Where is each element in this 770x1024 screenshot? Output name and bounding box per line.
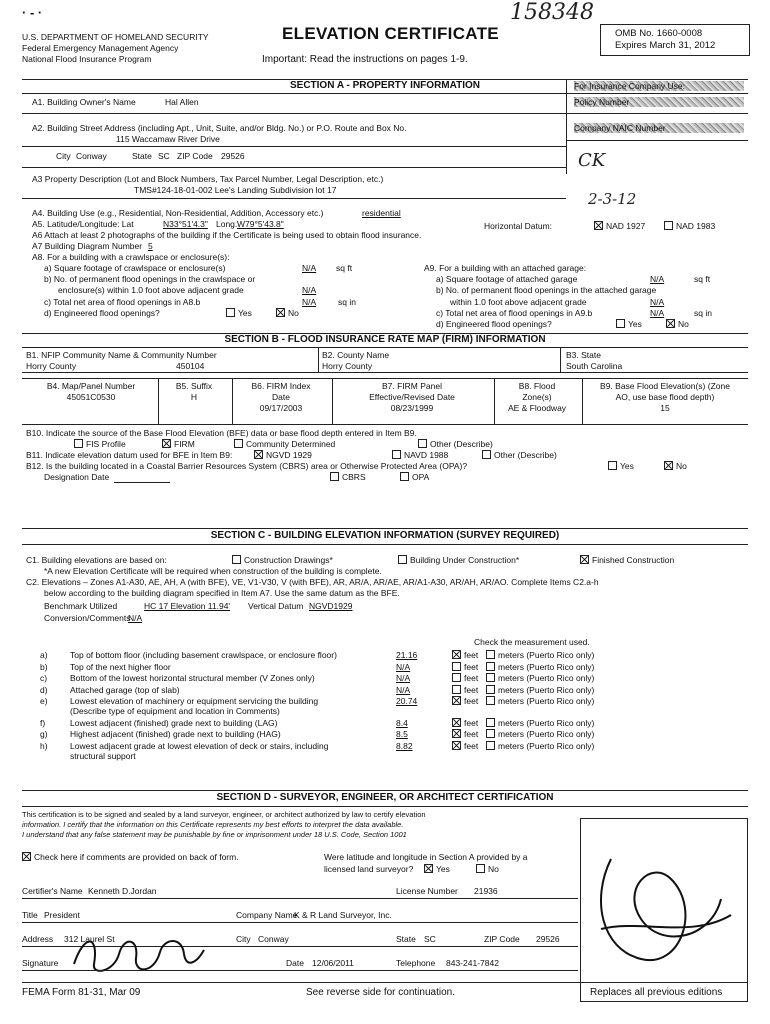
cbrs-option[interactable] xyxy=(330,472,366,482)
a5-long-label: Long. xyxy=(216,219,238,229)
b7-value: 08/23/1999 xyxy=(390,403,434,413)
a9c-unit: sq in xyxy=(694,308,712,318)
zip-label: ZIP Code xyxy=(177,151,213,161)
feet-checkbox[interactable] xyxy=(452,650,461,659)
elevation-row-letter: e) xyxy=(40,696,48,706)
elevation-row-letter: b) xyxy=(40,661,48,672)
finished-option[interactable] xyxy=(580,555,674,565)
cert-paragraph-1: This certification is to be signed and sealed by a land surveyor, engineer, or architect authorized by law to certify elevation xyxy=(22,810,426,819)
a8c-value: N/A xyxy=(302,297,317,307)
b10-other-checkbox[interactable] xyxy=(418,439,427,448)
elevation-row-label: Attached garage (top of slab) xyxy=(70,684,180,695)
latlong-question-2: licensed land surveyor? xyxy=(324,864,414,874)
opa-checkbox[interactable] xyxy=(400,472,409,481)
cert-paragraph-2: information. I certify that the information on this Certificate represents my best efforts to interpret the data available. xyxy=(22,820,404,829)
meters-checkbox[interactable] xyxy=(486,673,495,682)
benchmark-label: Benchmark Utilized xyxy=(44,601,118,611)
b6-label-1: B6. FIRM Index xyxy=(251,381,311,391)
feet-option[interactable] xyxy=(452,650,478,660)
comments-check-label: Check here if comments are provided on back of form. xyxy=(34,852,239,862)
construction-drawings-checkbox[interactable] xyxy=(232,555,241,564)
a9b-label: b) No. of permanent flood openings in the attached garage xyxy=(436,285,657,295)
a4-value: residential xyxy=(362,208,401,218)
form-title: ELEVATION CERTIFICATE xyxy=(282,24,499,43)
meters-label: meters (Puerto Rico only) xyxy=(498,717,595,728)
d-zip-value: 29526 xyxy=(536,934,560,944)
a9c-value: N/A xyxy=(650,308,665,318)
elevation-row-label: Top of the next higher floor xyxy=(70,661,171,672)
feet-label: feet xyxy=(464,673,479,683)
b8-value: AE & Floodway xyxy=(507,403,567,413)
b10-other-option[interactable] xyxy=(418,439,493,449)
policy-number-label: Policy Number xyxy=(574,97,744,107)
elevation-row-label-2: (Describe type of equipment and location in Comments) xyxy=(70,706,280,716)
a8b-label: b) No. of permanent flood openings in the crawlspace or xyxy=(44,274,256,284)
vertical-datum-label: Vertical Datum xyxy=(248,601,304,611)
feet-label: feet xyxy=(464,650,479,660)
vertical-datum-value: NGVD1929 xyxy=(309,601,353,611)
d-city-label: City xyxy=(236,934,251,944)
footer-reverse: See reverse side for continuation. xyxy=(306,987,455,998)
a8c-unit: sq in xyxy=(338,297,356,307)
a9d-yes[interactable] xyxy=(616,319,642,329)
navd-option[interactable] xyxy=(392,450,448,460)
elevation-row-letter: f) xyxy=(40,717,46,728)
meters-checkbox[interactable] xyxy=(486,685,495,694)
fis-label: FIS Profile xyxy=(86,439,126,449)
a9b-label-2: within 1.0 foot above adjacent grade xyxy=(450,297,587,307)
a8d-yes[interactable] xyxy=(226,308,252,318)
latlong-no-label: No xyxy=(488,864,499,874)
elevation-row-value: 20.74 xyxy=(396,696,418,706)
elevation-row-letter: c) xyxy=(40,673,48,683)
state-label: State xyxy=(132,151,152,161)
comments-check-option[interactable] xyxy=(22,852,239,862)
elevation-row-label: Lowest adjacent grade at lowest elevation of deck or stairs, including xyxy=(70,740,329,751)
meters-option[interactable] xyxy=(486,741,594,751)
handwritten-id: 158348 xyxy=(510,0,594,25)
a3-label: A3 Property Description (Lot and Block Numbers, Tax Parcel Number, Legal Description, etc.) xyxy=(32,174,384,184)
under-construction-option[interactable] xyxy=(398,555,519,565)
a5-label: A5. Latitude/Longitude: Lat xyxy=(32,219,134,229)
under-construction-checkbox[interactable] xyxy=(398,555,407,564)
company-value: K & R Land Surveyor, Inc. xyxy=(294,910,392,920)
finished-label: Finished Construction xyxy=(592,555,675,565)
d-city-value: Conway xyxy=(258,934,289,944)
feet-option[interactable] xyxy=(452,718,478,728)
feet-label: feet xyxy=(464,696,479,706)
feet-checkbox[interactable] xyxy=(452,718,461,727)
latlong-no[interactable] xyxy=(476,864,499,874)
a9d-no[interactable] xyxy=(666,319,689,329)
meters-label: meters (Puerto Rico only) xyxy=(498,661,595,672)
a2-address: 115 Waccamaw River Drive xyxy=(116,134,220,144)
a9d-no-label: No xyxy=(678,319,689,329)
firm-label: FIRM xyxy=(174,439,195,449)
handwritten-signature xyxy=(64,924,214,980)
ngvd-option[interactable] xyxy=(254,450,312,460)
b12-no-checkbox[interactable] xyxy=(664,461,673,470)
nad1927-checkbox[interactable] xyxy=(594,221,603,230)
b1-label: B1. NFIP Community Name & Community Number xyxy=(26,350,217,360)
state-value: SC xyxy=(158,151,170,161)
b3-value: South Carolina xyxy=(566,361,623,371)
b8-label-2: Zone(s) xyxy=(522,392,552,402)
firm-checkbox[interactable] xyxy=(162,439,171,448)
designation-date-label: Designation Date xyxy=(44,472,110,482)
a2-label: A2. Building Street Address (including Apt., Unit, Suite, and/or Bldg. No.) or P.O. Route and Box No. xyxy=(32,123,407,133)
section-b-title: SECTION B - FLOOD INSURANCE RATE MAP (FIRM) INFORMATION xyxy=(224,334,546,345)
meters-label: meters (Puerto Rico only) xyxy=(498,740,595,751)
a9a-unit: sq ft xyxy=(694,274,711,284)
a8d-no-checkbox[interactable] xyxy=(276,308,285,317)
footer-form: FEMA Form 81-31, Mar 09 xyxy=(22,987,141,998)
b2-label: B2. County Name xyxy=(322,350,390,360)
address-label: Address xyxy=(22,934,54,944)
b8-label-1: B8. Flood xyxy=(518,381,556,391)
meters-option[interactable] xyxy=(486,650,594,660)
elevation-row-letter: h) xyxy=(40,740,48,751)
certifier-value: Kenneth D.Jordan xyxy=(88,886,157,896)
a1-label: A1. Building Owner's Name xyxy=(32,97,136,107)
feet-label: feet xyxy=(464,661,479,672)
b1-number: 450104 xyxy=(176,361,205,371)
a9a-label: a) Square footage of attached garage xyxy=(436,274,578,284)
navd-label: NAVD 1988 xyxy=(404,450,449,460)
elevation-row-label: Highest adjacent (finished) grade next to building (HAG) xyxy=(70,729,281,739)
conversion-value: N/A xyxy=(128,613,143,623)
a8d-yes-checkbox[interactable] xyxy=(226,308,235,317)
nad1927-option[interactable] xyxy=(594,221,645,231)
b5-value: H xyxy=(190,392,198,402)
a8a-label: a) Square footage of crawlspace or enclosure(s) xyxy=(44,263,226,273)
c1-note: *A new Elevation Certificate will be required when construction of the building is complete. xyxy=(44,566,382,576)
cbrs-checkbox[interactable] xyxy=(330,472,339,481)
fis-option[interactable] xyxy=(74,439,126,449)
meters-option[interactable] xyxy=(486,662,594,672)
nad1983-option[interactable] xyxy=(664,221,715,231)
insurance-use-label: For Insurance Company Use: xyxy=(574,81,744,91)
omb-number: OMB No. 1660-0008 xyxy=(615,28,703,39)
seal-box xyxy=(580,818,748,1002)
a8b-value: N/A xyxy=(302,285,317,295)
elevation-row-label: Lowest adjacent (finished) grade next to building (LAG) xyxy=(70,717,278,728)
feet-checkbox[interactable] xyxy=(452,662,461,671)
b9-value: 15 xyxy=(660,403,670,413)
nad1983-checkbox[interactable] xyxy=(664,221,673,230)
zip-value: 29526 xyxy=(221,151,245,161)
a1-owner: Hal Allen xyxy=(165,97,199,107)
b7-label-1: B7. FIRM Panel xyxy=(382,381,442,391)
feet-option[interactable] xyxy=(452,741,478,751)
latlong-yes[interactable] xyxy=(424,864,450,874)
feet-checkbox[interactable] xyxy=(452,685,461,694)
feet-option[interactable] xyxy=(452,696,478,706)
b11-other-label: Other (Describe) xyxy=(494,450,557,460)
feet-label: feet xyxy=(464,740,479,751)
b3-label: B3. State xyxy=(566,350,601,360)
agency-line-1: U.S. DEPARTMENT OF HOMELAND SECURITY xyxy=(22,32,209,42)
b12-no[interactable] xyxy=(664,461,687,471)
a9a-value: N/A xyxy=(650,274,665,284)
c2-line-1: C2. Elevations – Zones A1-A30, AE, AH, A (with BFE), VE, V1-V30, V (with BFE), AR, AR/A, AR/AE, AR/A1-A30, AR/AH, AR/AO. Complete Items C2.a-h xyxy=(26,577,599,587)
elevation-row-value: 21.16 xyxy=(396,650,418,660)
date-label: Date xyxy=(286,958,304,968)
meters-label: meters (Puerto Rico only) xyxy=(498,684,595,695)
a9c-label: c) Total net area of flood openings in A9.b xyxy=(436,308,593,318)
feet-option[interactable] xyxy=(452,662,478,672)
latlong-question-1: Were latitude and longitude in Section A provided by a xyxy=(324,852,528,862)
company-naic-label: Company NAIC Number xyxy=(574,123,744,133)
a8d-label: d) Engineered flood openings? xyxy=(44,308,160,318)
under-construction-label: Building Under Construction* xyxy=(410,555,520,565)
a7-label: A7 Building Diagram Number xyxy=(32,241,143,251)
important-note: Important: Read the instructions on pages 1-9. xyxy=(262,54,468,65)
d-state-label: State xyxy=(396,934,416,944)
a3-description: TMS#124-18-01-002 Lee's Landing Subdivision lot 17 xyxy=(134,185,337,195)
agency-line-2: Federal Emergency Management Agency xyxy=(22,43,179,53)
navd-checkbox[interactable] xyxy=(392,450,401,459)
telephone-label: Telephone xyxy=(396,958,436,968)
title-value: President xyxy=(44,910,80,920)
signature-seal-scribble xyxy=(581,819,747,1001)
cert-paragraph-3: I understand that any false statement may be punishable by fine or imprisonment under 18 U.S. Code, Section 1001 xyxy=(22,830,407,839)
a9d-no-checkbox[interactable] xyxy=(666,319,675,328)
a9d-label: d) Engineered flood openings? xyxy=(436,319,552,329)
latlong-yes-checkbox[interactable] xyxy=(424,864,433,873)
elevation-row-letter: d) xyxy=(40,684,48,695)
license-label: License Number xyxy=(396,886,458,896)
b12-yes-checkbox[interactable] xyxy=(608,461,617,470)
conversion-label: Conversion/Comments xyxy=(44,613,131,623)
feet-option[interactable] xyxy=(452,673,478,683)
meters-option[interactable] xyxy=(486,729,594,739)
license-value: 21936 xyxy=(474,886,498,896)
b12-no-label: No xyxy=(676,461,687,471)
city-value: Conway xyxy=(76,151,107,161)
b9-label-2: AO, use base flood depth) xyxy=(615,392,715,402)
meters-label: meters (Puerto Rico only) xyxy=(498,696,595,706)
a9b-value: N/A xyxy=(650,297,665,307)
latlong-no-checkbox[interactable] xyxy=(476,864,485,873)
a6-text: A6 Attach at least 2 photographs of the building if the Certificate is being used to obtain flood insurance. xyxy=(32,230,422,240)
elevation-row-value: 8.82 xyxy=(396,740,413,751)
b9-label-1: B9. Base Flood Elevation(s) (Zone xyxy=(600,381,730,391)
a9d-yes-label: Yes xyxy=(628,319,642,329)
elevation-row-value: 8.5 xyxy=(396,729,408,739)
meters-option[interactable] xyxy=(486,673,594,683)
meters-label: meters (Puerto Rico only) xyxy=(498,729,595,739)
elevation-row-label: Top of bottom floor (including basement crawlspace, or enclosure floor) xyxy=(70,650,337,660)
community-label: Community Determined xyxy=(246,439,336,449)
b12-text: B12. Is the building located in a Coastal Barrier Resources System (CBRS) area or Otherwise Protected Area (OPA)? xyxy=(26,461,468,471)
b5-label: B5. Suffix xyxy=(175,381,213,391)
b10-text: B10. Indicate the source of the Base Flood Elevation (BFE) data or base flood depth entered in Item B9. xyxy=(26,428,417,438)
meters-checkbox[interactable] xyxy=(486,662,495,671)
check-measurement-label: Check the measurement used. xyxy=(474,637,590,647)
b1-name: Horry County xyxy=(26,361,77,371)
a8a-unit: sq ft xyxy=(336,263,353,273)
feet-option[interactable] xyxy=(452,729,478,739)
a9-title: A9. For a building with an attached garage: xyxy=(424,263,587,273)
benchmark-value: HC 17 Elevation 11.94' xyxy=(144,601,231,611)
b11-other-option[interactable] xyxy=(482,450,557,460)
dash-marks: · - · xyxy=(22,5,43,20)
footer-replaces: Replaces all previous editions xyxy=(590,987,723,998)
a8d-yes-label: Yes xyxy=(238,308,252,318)
b7-label-2: Effective/Revised Date xyxy=(369,392,455,402)
elevation-row-value: N/A xyxy=(396,673,411,683)
b4-value: 45051C0530 xyxy=(66,392,116,402)
section-d-title: SECTION D - SURVEYOR, ENGINEER, OR ARCHITECT CERTIFICATION xyxy=(216,792,554,803)
firm-option[interactable] xyxy=(162,439,195,449)
a8d-no-label: No xyxy=(288,308,299,318)
handwritten-ck: CK xyxy=(578,150,606,171)
a9d-yes-checkbox[interactable] xyxy=(616,319,625,328)
meters-checkbox[interactable] xyxy=(486,718,495,727)
date-value: 12/06/2011 xyxy=(312,958,354,968)
elevation-row-letter: g) xyxy=(40,729,48,739)
b12-yes[interactable] xyxy=(608,461,634,471)
agency-line-3: National Flood Insurance Program xyxy=(22,54,152,64)
opa-option[interactable] xyxy=(400,472,429,482)
elevation-row-label: Lowest elevation of machinery or equipment servicing the building xyxy=(70,696,319,706)
horizontal-datum-label: Horizontal Datum: xyxy=(484,221,553,231)
feet-checkbox[interactable] xyxy=(452,729,461,738)
title-label: Title xyxy=(22,910,38,920)
a4-label: A4. Building Use (e.g., Residential, Non-Residential, Addition, Accessory etc.) xyxy=(32,208,324,218)
d-zip-label: ZIP Code xyxy=(484,934,520,944)
community-checkbox[interactable] xyxy=(234,439,243,448)
community-option[interactable] xyxy=(234,439,335,449)
opa-label: OPA xyxy=(412,472,430,482)
company-label: Company Name xyxy=(236,910,298,920)
latlong-yes-label: Yes xyxy=(436,864,450,874)
c1-text: C1. Building elevations are based on: xyxy=(26,555,167,565)
section-c-title: SECTION C - BUILDING ELEVATION INFORMATION (SURVEY REQUIRED) xyxy=(210,530,560,541)
elevation-row-letter: a) xyxy=(40,650,48,660)
elevation-row-value: N/A xyxy=(396,661,411,672)
ngvd-label: NGVD 1929 xyxy=(266,450,312,460)
meters-checkbox[interactable] xyxy=(486,696,495,705)
meters-checkbox[interactable] xyxy=(486,741,495,750)
a7-value: 5 xyxy=(148,241,153,251)
feet-checkbox[interactable] xyxy=(452,673,461,682)
certifier-label: Certifier's Name xyxy=(22,886,83,896)
b11-text: B11. Indicate elevation datum used for BFE in Item B9: xyxy=(26,450,233,460)
b2-value: Horry County xyxy=(322,361,373,371)
signature-label: Signature xyxy=(22,958,59,968)
meters-option[interactable] xyxy=(486,696,594,706)
c2-line-2: below according to the building diagram specified in Item A7. Use the same datum as the BFE. xyxy=(44,588,400,598)
omb-box xyxy=(600,24,750,56)
ngvd-checkbox[interactable] xyxy=(254,450,263,459)
handwritten-date: 2-3-12 xyxy=(588,190,637,208)
a8d-no[interactable] xyxy=(276,308,299,318)
comments-checkbox[interactable] xyxy=(22,852,31,861)
construction-drawings-label: Construction Drawings* xyxy=(244,555,333,565)
feet-label: feet xyxy=(464,729,479,739)
b6-label-2: Date xyxy=(272,392,290,402)
meters-option[interactable] xyxy=(486,718,594,728)
nad1983-label: NAD 1983 xyxy=(676,221,716,231)
meters-option[interactable] xyxy=(486,685,594,695)
b4-label: B4. Map/Panel Number xyxy=(46,381,136,391)
a8c-label: c) Total net area of flood openings in A8.b xyxy=(44,297,201,307)
construction-drawings-option[interactable] xyxy=(232,555,333,565)
address-value: 312 Laurel St xyxy=(64,934,115,944)
omb-expires: Expires March 31, 2012 xyxy=(615,40,716,51)
meters-checkbox[interactable] xyxy=(486,729,495,738)
elevation-row-label: Bottom of the lowest horizontal structural member (V Zones only) xyxy=(70,673,315,683)
feet-option[interactable] xyxy=(452,685,478,695)
elevation-row-value: N/A xyxy=(396,684,411,695)
feet-label: feet xyxy=(464,684,479,695)
elevation-row-value: 8.4 xyxy=(396,717,408,728)
b11-other-checkbox[interactable] xyxy=(482,450,491,459)
a8b-label-2: enclosure(s) within 1.0 foot above adjacent grade xyxy=(58,285,244,295)
feet-checkbox[interactable] xyxy=(452,741,461,750)
feet-checkbox[interactable] xyxy=(452,696,461,705)
cbrs-label: CBRS xyxy=(342,472,366,482)
b6-value: 09/17/2003 xyxy=(259,403,303,413)
b12-yes-label: Yes xyxy=(620,461,634,471)
fis-checkbox[interactable] xyxy=(74,439,83,448)
meters-label: meters (Puerto Rico only) xyxy=(498,650,595,660)
telephone-value: 843-241-7842 xyxy=(446,958,499,968)
a5-lat: N33°51'4.3" xyxy=(163,219,208,229)
a5-long: W79°5'43.8" xyxy=(237,219,284,229)
b10-other-label: Other (Describe) xyxy=(430,439,493,449)
nad1927-label: NAD 1927 xyxy=(606,221,646,231)
meters-checkbox[interactable] xyxy=(486,650,495,659)
feet-label: feet xyxy=(464,717,479,728)
meters-label: meters (Puerto Rico only) xyxy=(498,673,595,683)
section-a-title: SECTION A - PROPERTY INFORMATION xyxy=(289,80,480,91)
finished-checkbox[interactable] xyxy=(580,555,589,564)
city-label: City xyxy=(56,151,71,161)
d-state-value: SC xyxy=(424,934,436,944)
a8a-value: N/A xyxy=(302,263,317,273)
a8-title: A8. For a building with a crawlspace or enclosure(s): xyxy=(32,252,230,262)
elevation-row-label-2: structural support xyxy=(70,750,136,761)
